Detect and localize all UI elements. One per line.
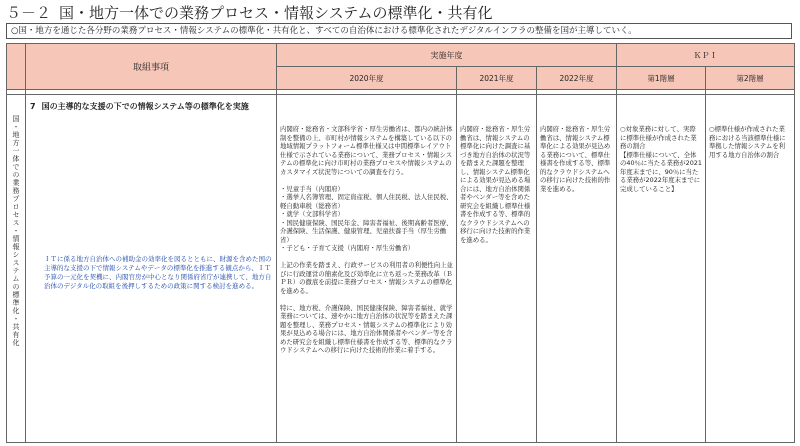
cell-2022-text: 内閣府・総務省・厚生労働省は、情報システム標準化による効果が見込める業務について、標準仕様書を作成する等、標準的なクラウドシステムへの移行に向けた技術的作業を進める。 xyxy=(540,125,611,193)
cell-2020-text: 内閣府・総務省・文部科学省・厚生労働省は、都内の統計体制を整備の上、市町村が情報システムを構築している以下の地域情報プラットフォーム標準仕様又は中間標準レイアウト仕様で示されている業務について、業務プロセス・情報システムの標準化に向け市町村の業務プロセスや情報システムのカスタマイズ状況等についての調査を行う。 ・児童手当（内閣府） ・選挙人名簿管理、固定資産税、個人住民税、法人住民税、軽自動車税（総務省） ・就学（文部科学省） ・国民健康保険、国民年金、障害者福祉、後期高齢者医療、介護保険、生活保護、健康管理、児童扶養手当（厚生労働省） ・子ども・子育て支援（内閣府・厚生労働省） 上記の作業を踏まえ、行政サービスの利用者の利便性向上並びに行政運営の簡素化及び効率化に立ち返った業務改革（ＢＰＲ）の徹底を前提に業務プロセス・情報システムの標準化を進める。 特に、地方税、介護保険、国民健康保険、障害者福祉、就学業務については、速やかに地方自治体の状況等を踏まえた課題を整理し、業務プロセス・情報システムの標準化により効果が見込める場合には、地方自治体関係者やベンダー等を含めた研究会を組織し標準仕様書を作成する等、標準的なクラウドシステムへの移行に向けた技術的作業に着手する。 xyxy=(280,125,453,354)
section-title: 国・地方一体での業務プロセス・情報システムの標準化・共有化 xyxy=(59,4,493,22)
category-label-cell xyxy=(7,95,26,443)
header-kpi-1: 第1階層 xyxy=(617,67,706,90)
cell-kpi-1 xyxy=(617,95,706,443)
item-title xyxy=(30,101,249,112)
section-number: ５－２ xyxy=(6,4,52,22)
header-year-group: 実施年度 xyxy=(277,44,617,67)
header-item: 取組事項 xyxy=(26,44,277,90)
cell-2021-text: 内閣府・総務省・厚生労働省は、情報システムの標準化に向けた調査に基づき地方自治体の状況等を踏まえた課題を整理し、情報システム標準化による効果が見込める場合には、地方自治体関係者やベンダー等を含めた研究会を組織し標準仕様書を作成する等、標準的なクラウドシステムへの移行に向けた技術的作業を進める。 xyxy=(460,125,531,244)
cell-2022 xyxy=(537,95,617,443)
header-kpi-2: 第2階層 xyxy=(706,67,795,90)
header-year-2022: 2022年度 xyxy=(537,67,617,90)
cell-2020 xyxy=(277,95,457,443)
roadmap-table xyxy=(6,43,795,443)
item-cell xyxy=(26,95,277,443)
page-title xyxy=(6,4,796,22)
intro-box: ○国・地方を通じた各分野の業務プロセス・情報システムの標準化・共有化と、すべての自治体における標準化されたデジタルインフラの整備を国が主導していく。 xyxy=(6,23,792,39)
kpi-1-text: ○対象業務に対して、実際に標準仕様が作成された業務の割合 【標準仕様について、全体の40％に当たる業務が2021年度末までに、90％に当たる業務が2022年度末までに完成していること】 xyxy=(620,125,702,193)
cell-kpi-2 xyxy=(706,95,795,443)
category-label: 国・地方一体での業務プロセス・情報システムの標準化・共有化 xyxy=(12,115,20,347)
header-blank xyxy=(7,44,26,90)
header-kpi-group: ＫＰＩ xyxy=(617,44,795,67)
cell-2021 xyxy=(457,95,537,443)
header-year-2020: 2020年度 xyxy=(277,67,457,90)
item-body: ＩＴに係る地方自治体への補助金の効率化を図るとともに、財源を含めた国の主導的な支援の下で情報システムやデータの標準化を推進する観点から、ＩＴ予算の一元化を契機に、内閣官房が中心となり関係府省庁が連携して、地方自治体のデジタル化の取組を後押しするための政策に関する検討を進める。 xyxy=(44,255,272,290)
kpi-2-text: ○標準仕様が作成された業務における当該標準仕様に準拠した情報システムを利用する地方自治体の割合 xyxy=(709,125,786,159)
header-year-2021: 2021年度 xyxy=(457,67,537,90)
item-number: 7 xyxy=(30,102,36,111)
item-title-text: 国の主導的な支援の下での情報システム等の標準化を実施 xyxy=(41,102,249,111)
